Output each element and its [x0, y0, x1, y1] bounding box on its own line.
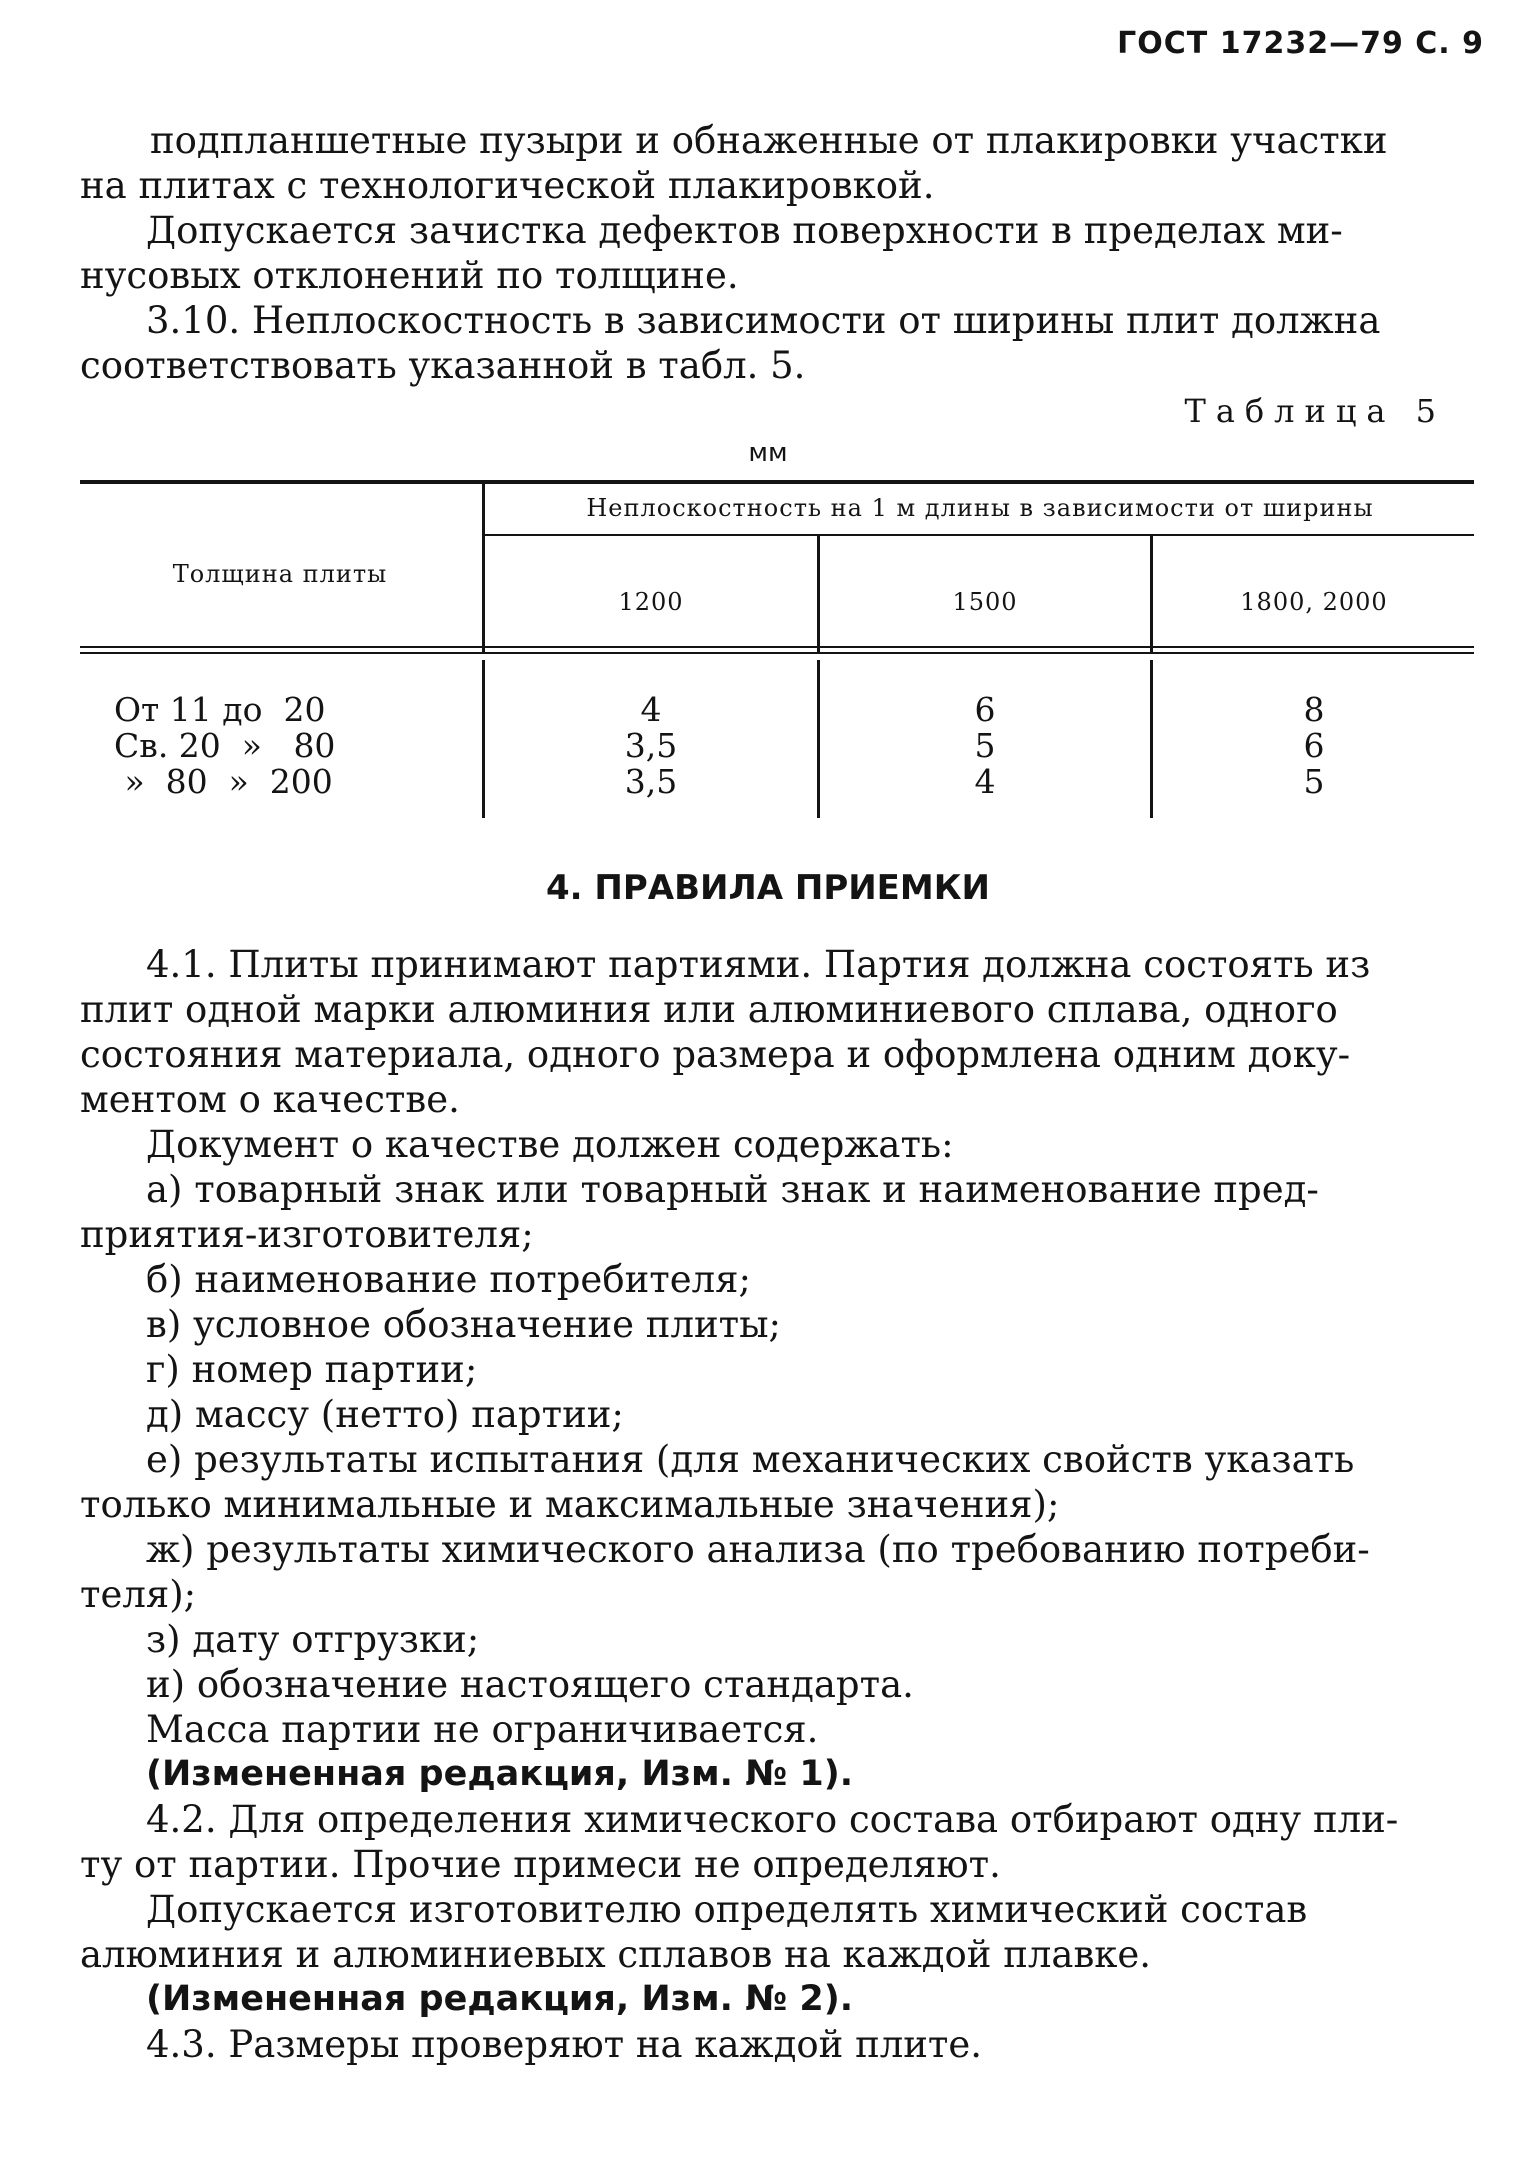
text-line: д) массу (нетто) партии;: [146, 1393, 624, 1436]
col-divider: [1150, 660, 1153, 818]
table-cell: 6: [1303, 726, 1325, 765]
table-cell: 5: [1303, 762, 1325, 801]
text-line: алюминия и алюминиевых сплавов на каждой плавке.: [80, 1933, 1152, 1976]
table-units: мм: [748, 438, 788, 468]
text-line: нусовых отклонений по толщине.: [80, 254, 739, 297]
page-header: ГОСТ 17232—79 С. 9: [1117, 26, 1484, 61]
col-header-group: Неплоскостность на 1 м длины в зависимости от ширины: [586, 494, 1374, 522]
group-header-rule: [484, 534, 1474, 536]
text-line: 4.3. Размеры проверяют на каждой плите.: [146, 2023, 983, 2066]
table-caption: Таблица 5: [1184, 392, 1446, 430]
header-rule-1: [80, 646, 1474, 648]
table-top-rule: [80, 480, 1474, 484]
text-line: г) номер партии;: [146, 1348, 478, 1391]
text-line: Допускается изготовителю определять химический состав: [146, 1888, 1308, 1931]
text-line: б) наименование потребителя;: [146, 1258, 751, 1301]
col-divider: [482, 484, 485, 654]
table-cell: 3,5: [624, 762, 678, 801]
text-line: Допускается зачистка дефектов поверхности в пределах ми-: [146, 209, 1343, 252]
header-rule-2: [80, 652, 1474, 654]
col-header-width: 1200: [618, 588, 684, 616]
table-cell: 5: [974, 726, 996, 765]
table-cell: 6: [974, 690, 996, 729]
row-label: » 80 » 200: [114, 762, 333, 801]
revision-note: (Измененная редакция, Изм. № 1).: [146, 1754, 854, 1794]
text-line: приятия-изготовителя;: [80, 1213, 534, 1256]
table-cell: 8: [1303, 690, 1325, 729]
col-divider: [1150, 536, 1153, 654]
text-line: на плитах с технологической плакировкой.: [80, 164, 935, 207]
text-line: плит одной марки алюминия или алюминиевого сплава, одного: [80, 988, 1338, 1031]
text-line: соответствовать указанной в табл. 5.: [80, 344, 806, 387]
revision-note: (Измененная редакция, Изм. № 2).: [146, 1979, 854, 2019]
text-line: ту от партии. Прочие примеси не определяют.: [80, 1843, 1001, 1886]
text-line: только минимальные и максимальные значения);: [80, 1483, 1060, 1526]
section-title: 4. ПРАВИЛА ПРИЕМКИ: [546, 868, 990, 908]
text-line: и) обозначение настоящего стандарта.: [146, 1663, 914, 1706]
row-label: От 11 до 20: [114, 690, 326, 729]
text-line: Документ о качестве должен содержать:: [146, 1123, 954, 1166]
col-divider: [817, 660, 820, 818]
col-divider: [817, 536, 820, 654]
col-divider: [482, 660, 485, 818]
row-label: Св. 20 » 80: [114, 726, 336, 765]
table-cell: 4: [974, 762, 996, 801]
table-cell: 3,5: [624, 726, 678, 765]
table-cell: 4: [640, 690, 662, 729]
text-line: Масса партии не ограничивается.: [146, 1708, 819, 1751]
text-line: е) результаты испытания (для механических свойств указать: [146, 1438, 1355, 1481]
text-line: з) дату отгрузки;: [146, 1618, 480, 1661]
col-header-width: 1800, 2000: [1240, 588, 1388, 616]
text-line: 3.10. Неплоскостность в зависимости от ширины плит должна: [146, 299, 1381, 342]
text-line: теля);: [80, 1573, 197, 1616]
text-line: ментом о качестве.: [80, 1078, 460, 1121]
col-header-width: 1500: [952, 588, 1018, 616]
text-line: 4.2. Для определения химического состава отбирают одну пли-: [146, 1798, 1399, 1841]
col-header-thickness: Толщина плиты: [172, 560, 388, 588]
text-line: ж) результаты химического анализа (по требованию потреби-: [146, 1528, 1370, 1571]
text-line: в) условное обозначение плиты;: [146, 1303, 781, 1346]
text-line: 4.1. Плиты принимают партиями. Партия должна состоять из: [146, 943, 1371, 986]
text-line: подпланшетные пузыри и обнаженные от плакировки участки: [150, 119, 1388, 162]
text-line: состояния материала, одного размера и оформлена одним доку-: [80, 1033, 1351, 1076]
text-line: а) товарный знак или товарный знак и наименование пред-: [146, 1168, 1319, 1211]
